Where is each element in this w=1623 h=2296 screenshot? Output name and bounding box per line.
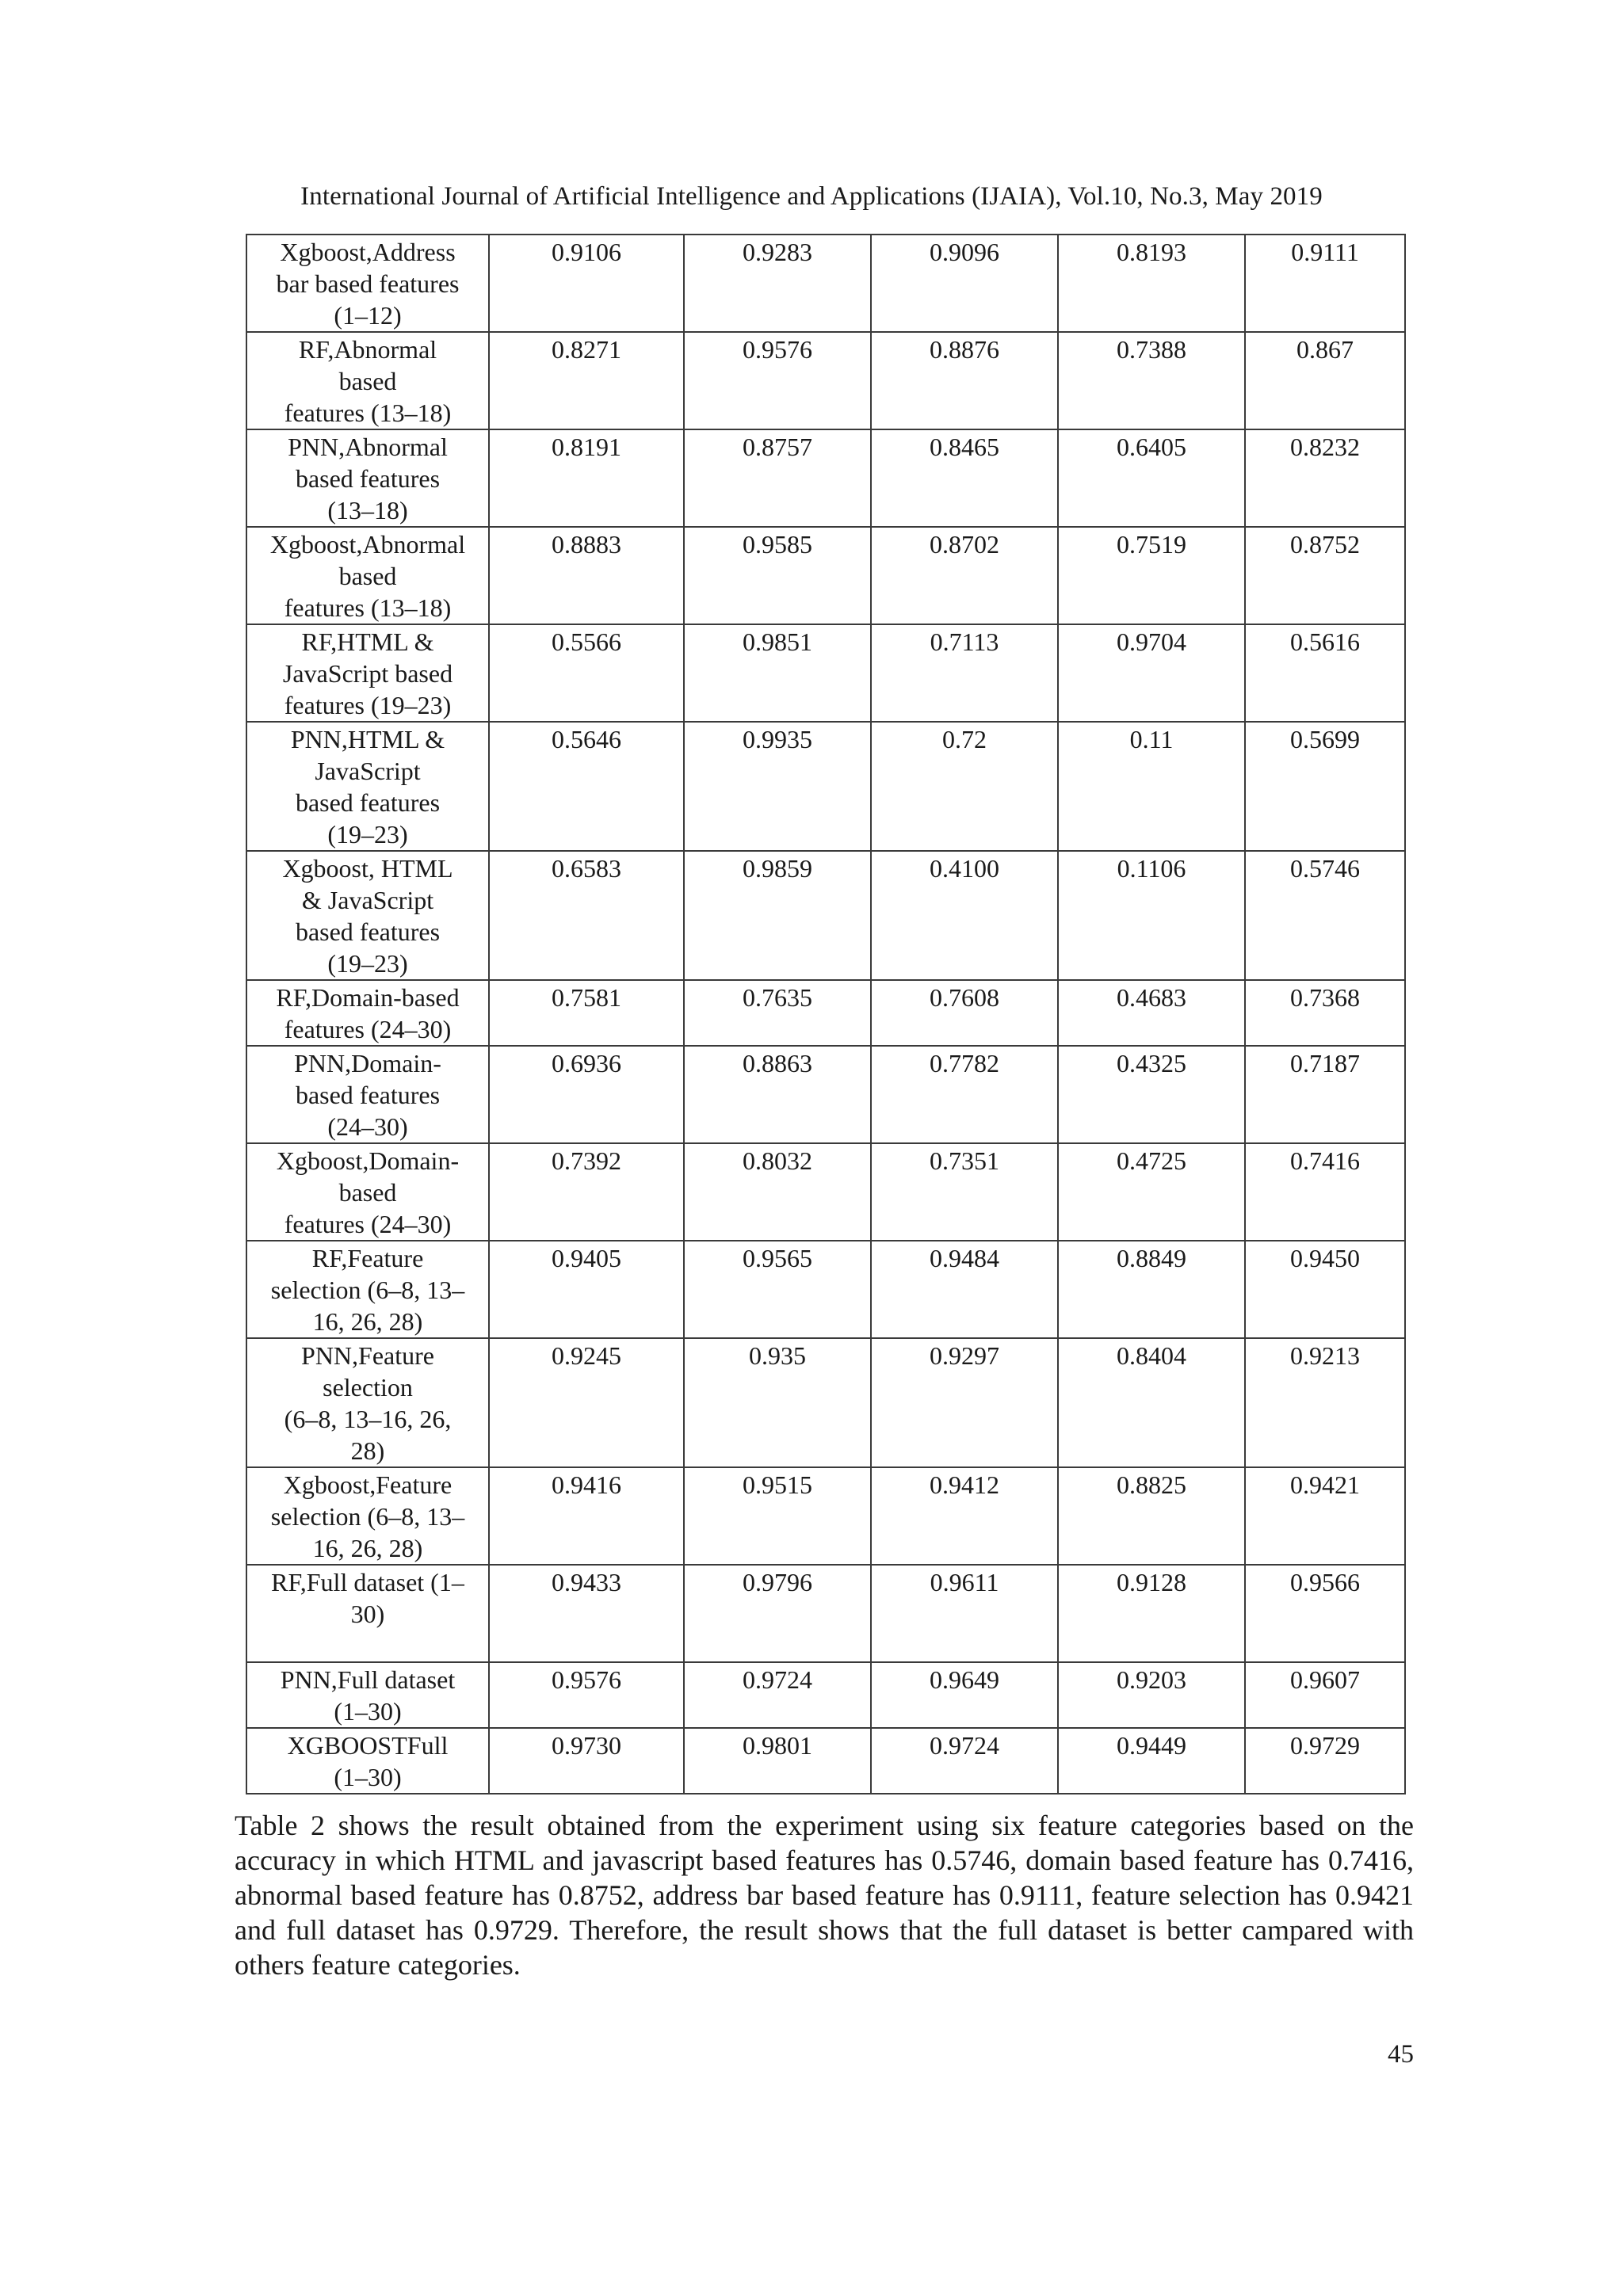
model-feature-line: RF,Abnormal bbox=[298, 335, 437, 364]
model-feature-line: (24–30) bbox=[327, 1112, 408, 1141]
metric-value-cell: 0.5616 bbox=[1245, 624, 1405, 722]
table-row bbox=[246, 1338, 1405, 1467]
model-feature-line bbox=[250, 1630, 485, 1661]
table-row bbox=[246, 624, 1405, 722]
metric-value-cell: 0.9611 bbox=[871, 1565, 1058, 1662]
model-feature-cell bbox=[246, 235, 489, 332]
model-feature-line: based bbox=[338, 1178, 397, 1207]
metric-value-cell: 0.9724 bbox=[684, 1662, 871, 1728]
metric-value-cell: 0.7187 bbox=[1245, 1046, 1405, 1143]
table-row bbox=[246, 1662, 1405, 1728]
metric-value-cell: 0.9515 bbox=[684, 1467, 871, 1565]
metric-value-cell: 0.72 bbox=[871, 722, 1058, 851]
metric-value-cell: 0.8193 bbox=[1058, 235, 1245, 332]
metric-value-cell: 0.867 bbox=[1245, 332, 1405, 429]
model-feature-line: PNN,Domain- bbox=[294, 1049, 441, 1077]
model-feature-cell bbox=[246, 851, 489, 980]
metric-value-cell: 0.7368 bbox=[1245, 980, 1405, 1046]
model-feature-line: JavaScript bbox=[315, 757, 421, 785]
model-feature-line: Xgboost,Feature bbox=[283, 1470, 453, 1499]
metric-value-cell: 0.5699 bbox=[1245, 722, 1405, 851]
model-feature-line: PNN,Feature bbox=[301, 1341, 434, 1370]
metric-value-cell: 0.5566 bbox=[489, 624, 684, 722]
metric-value-cell: 0.9576 bbox=[489, 1662, 684, 1728]
metric-value-cell: 0.6936 bbox=[489, 1046, 684, 1143]
metric-value-cell: 0.8849 bbox=[1058, 1241, 1245, 1338]
metric-value-cell: 0.8883 bbox=[489, 527, 684, 624]
metric-value-cell: 0.7351 bbox=[871, 1143, 1058, 1241]
running-header: International Journal of Artificial Intelligence and Applications (IJAIA), Vol.10, No.3, May 2019 bbox=[300, 182, 1323, 211]
metric-value-cell: 0.9421 bbox=[1245, 1467, 1405, 1565]
metric-value-cell: 0.7581 bbox=[489, 980, 684, 1046]
metric-value-cell: 0.8191 bbox=[489, 429, 684, 527]
model-feature-line: selection (6–8, 13– bbox=[270, 1502, 465, 1531]
metric-value-cell: 0.7635 bbox=[684, 980, 871, 1046]
results-table bbox=[246, 234, 1406, 1794]
model-feature-line: features (19–23) bbox=[284, 691, 452, 719]
metric-value-cell: 0.4325 bbox=[1058, 1046, 1245, 1143]
metric-value-cell: 0.5646 bbox=[489, 722, 684, 851]
metric-value-cell: 0.9213 bbox=[1245, 1338, 1405, 1467]
page-number: 45 bbox=[1388, 2040, 1414, 2069]
model-feature-line: 28) bbox=[350, 1436, 385, 1465]
metric-value-cell: 0.9796 bbox=[684, 1565, 871, 1662]
model-feature-line: RF,Feature bbox=[311, 1244, 424, 1272]
metric-value-cell: 0.8757 bbox=[684, 429, 871, 527]
model-feature-cell bbox=[246, 1046, 489, 1143]
metric-value-cell: 0.9566 bbox=[1245, 1565, 1405, 1662]
metric-value-cell: 0.8232 bbox=[1245, 429, 1405, 527]
model-feature-line: PNN,HTML & bbox=[290, 725, 445, 753]
metric-value-cell: 0.8863 bbox=[684, 1046, 871, 1143]
metric-value-cell: 0.9935 bbox=[684, 722, 871, 851]
table-row bbox=[246, 332, 1405, 429]
model-feature-cell bbox=[246, 980, 489, 1046]
table-row bbox=[246, 1565, 1405, 1662]
metric-value-cell: 0.6405 bbox=[1058, 429, 1245, 527]
metric-value-cell: 0.9450 bbox=[1245, 1241, 1405, 1338]
metric-value-cell: 0.8702 bbox=[871, 527, 1058, 624]
model-feature-line: (1–12) bbox=[334, 301, 402, 330]
metric-value-cell: 0.9724 bbox=[871, 1728, 1058, 1794]
metric-value-cell: 0.5746 bbox=[1245, 851, 1405, 980]
metric-value-cell: 0.7392 bbox=[489, 1143, 684, 1241]
metric-value-cell: 0.9203 bbox=[1058, 1662, 1245, 1728]
model-feature-line: 16, 26, 28) bbox=[312, 1307, 423, 1336]
model-feature-cell bbox=[246, 1728, 489, 1794]
table-row bbox=[246, 851, 1405, 980]
model-feature-cell bbox=[246, 722, 489, 851]
model-feature-cell bbox=[246, 1467, 489, 1565]
model-feature-line: based features bbox=[295, 464, 441, 493]
results-table-body bbox=[246, 235, 1405, 1794]
metric-value-cell: 0.9405 bbox=[489, 1241, 684, 1338]
metric-value-cell: 0.6583 bbox=[489, 851, 684, 980]
metric-value-cell: 0.7113 bbox=[871, 624, 1058, 722]
model-feature-line: Xgboost,Abnormal bbox=[269, 530, 466, 559]
model-feature-cell bbox=[246, 332, 489, 429]
model-feature-line: features (13–18) bbox=[284, 399, 452, 427]
model-feature-line: XGBOOSTFull bbox=[287, 1731, 449, 1760]
metric-value-cell: 0.8876 bbox=[871, 332, 1058, 429]
metric-value-cell: 0.9297 bbox=[871, 1338, 1058, 1467]
metric-value-cell: 0.4683 bbox=[1058, 980, 1245, 1046]
table-row bbox=[246, 235, 1405, 332]
model-feature-line: PNN,Abnormal bbox=[288, 433, 448, 461]
model-feature-line: (13–18) bbox=[327, 496, 408, 524]
model-feature-line: features (24–30) bbox=[284, 1210, 452, 1238]
model-feature-cell bbox=[246, 1662, 489, 1728]
table-row bbox=[246, 1046, 1405, 1143]
metric-value-cell: 0.7782 bbox=[871, 1046, 1058, 1143]
metric-value-cell: 0.8032 bbox=[684, 1143, 871, 1241]
table-row bbox=[246, 1467, 1405, 1565]
model-feature-line: Xgboost, HTML bbox=[282, 854, 453, 883]
model-feature-cell bbox=[246, 527, 489, 624]
metric-value-cell: 0.9851 bbox=[684, 624, 871, 722]
metric-value-cell: 0.9607 bbox=[1245, 1662, 1405, 1728]
metric-value-cell: 0.8271 bbox=[489, 332, 684, 429]
table-row bbox=[246, 429, 1405, 527]
metric-value-cell: 0.9433 bbox=[489, 1565, 684, 1662]
model-feature-line: based bbox=[338, 367, 397, 395]
model-feature-line: features (24–30) bbox=[284, 1015, 452, 1043]
metric-value-cell: 0.4725 bbox=[1058, 1143, 1245, 1241]
model-feature-cell bbox=[246, 1143, 489, 1241]
metric-value-cell: 0.935 bbox=[684, 1338, 871, 1467]
model-feature-line: RF,Domain-based bbox=[276, 983, 460, 1012]
metric-value-cell: 0.9801 bbox=[684, 1728, 871, 1794]
metric-value-cell: 0.7388 bbox=[1058, 332, 1245, 429]
metric-value-cell: 0.9859 bbox=[684, 851, 871, 980]
metric-value-cell: 0.9649 bbox=[871, 1662, 1058, 1728]
model-feature-cell bbox=[246, 1565, 489, 1662]
table-row bbox=[246, 722, 1405, 851]
metric-value-cell: 0.9128 bbox=[1058, 1565, 1245, 1662]
model-feature-line: (1–30) bbox=[334, 1763, 402, 1791]
metric-value-cell: 0.7416 bbox=[1245, 1143, 1405, 1241]
metric-value-cell: 0.9111 bbox=[1245, 235, 1405, 332]
model-feature-line: Xgboost,Domain- bbox=[276, 1146, 460, 1175]
metric-value-cell: 0.7608 bbox=[871, 980, 1058, 1046]
metric-value-cell: 0.11 bbox=[1058, 722, 1245, 851]
model-feature-line: RF,Full dataset (1– bbox=[271, 1568, 464, 1596]
metric-value-cell: 0.9245 bbox=[489, 1338, 684, 1467]
model-feature-line: selection (6–8, 13– bbox=[270, 1276, 465, 1304]
model-feature-line: features (13–18) bbox=[284, 593, 452, 622]
model-feature-line: (6–8, 13–16, 26, bbox=[284, 1405, 452, 1433]
table-row bbox=[246, 1241, 1405, 1338]
model-feature-line: PNN,Full dataset bbox=[280, 1665, 456, 1694]
model-feature-cell bbox=[246, 1241, 489, 1338]
model-feature-line: (19–23) bbox=[327, 820, 408, 849]
metric-value-cell: 0.7519 bbox=[1058, 527, 1245, 624]
metric-value-cell: 0.8752 bbox=[1245, 527, 1405, 624]
metric-value-cell: 0.9704 bbox=[1058, 624, 1245, 722]
metric-value-cell: 0.9484 bbox=[871, 1241, 1058, 1338]
metric-value-cell: 0.8465 bbox=[871, 429, 1058, 527]
metric-value-cell: 0.9449 bbox=[1058, 1728, 1245, 1794]
metric-value-cell: 0.9096 bbox=[871, 235, 1058, 332]
metric-value-cell: 0.9576 bbox=[684, 332, 871, 429]
metric-value-cell: 0.9585 bbox=[684, 527, 871, 624]
metric-value-cell: 0.9283 bbox=[684, 235, 871, 332]
table-row bbox=[246, 1728, 1405, 1794]
model-feature-line: based features bbox=[295, 788, 441, 817]
metric-value-cell: 0.4100 bbox=[871, 851, 1058, 980]
model-feature-line: & JavaScript bbox=[301, 886, 434, 914]
model-feature-line: Xgboost,Address bbox=[280, 238, 456, 266]
metric-value-cell: 0.9730 bbox=[489, 1728, 684, 1794]
model-feature-line: based features bbox=[295, 917, 441, 946]
model-feature-cell bbox=[246, 429, 489, 527]
metric-value-cell: 0.1106 bbox=[1058, 851, 1245, 980]
metric-value-cell: 0.9416 bbox=[489, 1467, 684, 1565]
model-feature-cell bbox=[246, 1338, 489, 1467]
model-feature-line: based features bbox=[295, 1081, 441, 1109]
table-row bbox=[246, 980, 1405, 1046]
table-row bbox=[246, 1143, 1405, 1241]
model-feature-line: 16, 26, 28) bbox=[312, 1534, 423, 1562]
metric-value-cell: 0.9106 bbox=[489, 235, 684, 332]
model-feature-line: 30) bbox=[350, 1600, 385, 1628]
model-feature-line: bar based features bbox=[276, 269, 460, 298]
metric-value-cell: 0.9412 bbox=[871, 1467, 1058, 1565]
model-feature-line: based bbox=[338, 562, 397, 590]
model-feature-line: selection bbox=[323, 1373, 413, 1402]
model-feature-line: (1–30) bbox=[334, 1697, 402, 1726]
metric-value-cell: 0.8404 bbox=[1058, 1338, 1245, 1467]
model-feature-cell bbox=[246, 624, 489, 722]
model-feature-line: RF,HTML & bbox=[301, 627, 434, 656]
metric-value-cell: 0.9729 bbox=[1245, 1728, 1405, 1794]
body-paragraph: Table 2 shows the result obtained from the experiment using six feature categories based on the accuracy in which HTML and javascript based features has 0.5746, domain based feature has 0.7416, abnormal based feature has 0.8752, address bar based feature has 0.9111, feature selection has 0.9421 and full dataset has 0.9729. Therefore, the result shows that the full dataset is better campared with others feature categories. bbox=[235, 1810, 1414, 1981]
model-feature-line: JavaScript based bbox=[282, 659, 453, 688]
model-feature-line: (19–23) bbox=[327, 949, 408, 978]
metric-value-cell: 0.8825 bbox=[1058, 1467, 1245, 1565]
table-row bbox=[246, 527, 1405, 624]
metric-value-cell: 0.9565 bbox=[684, 1241, 871, 1338]
